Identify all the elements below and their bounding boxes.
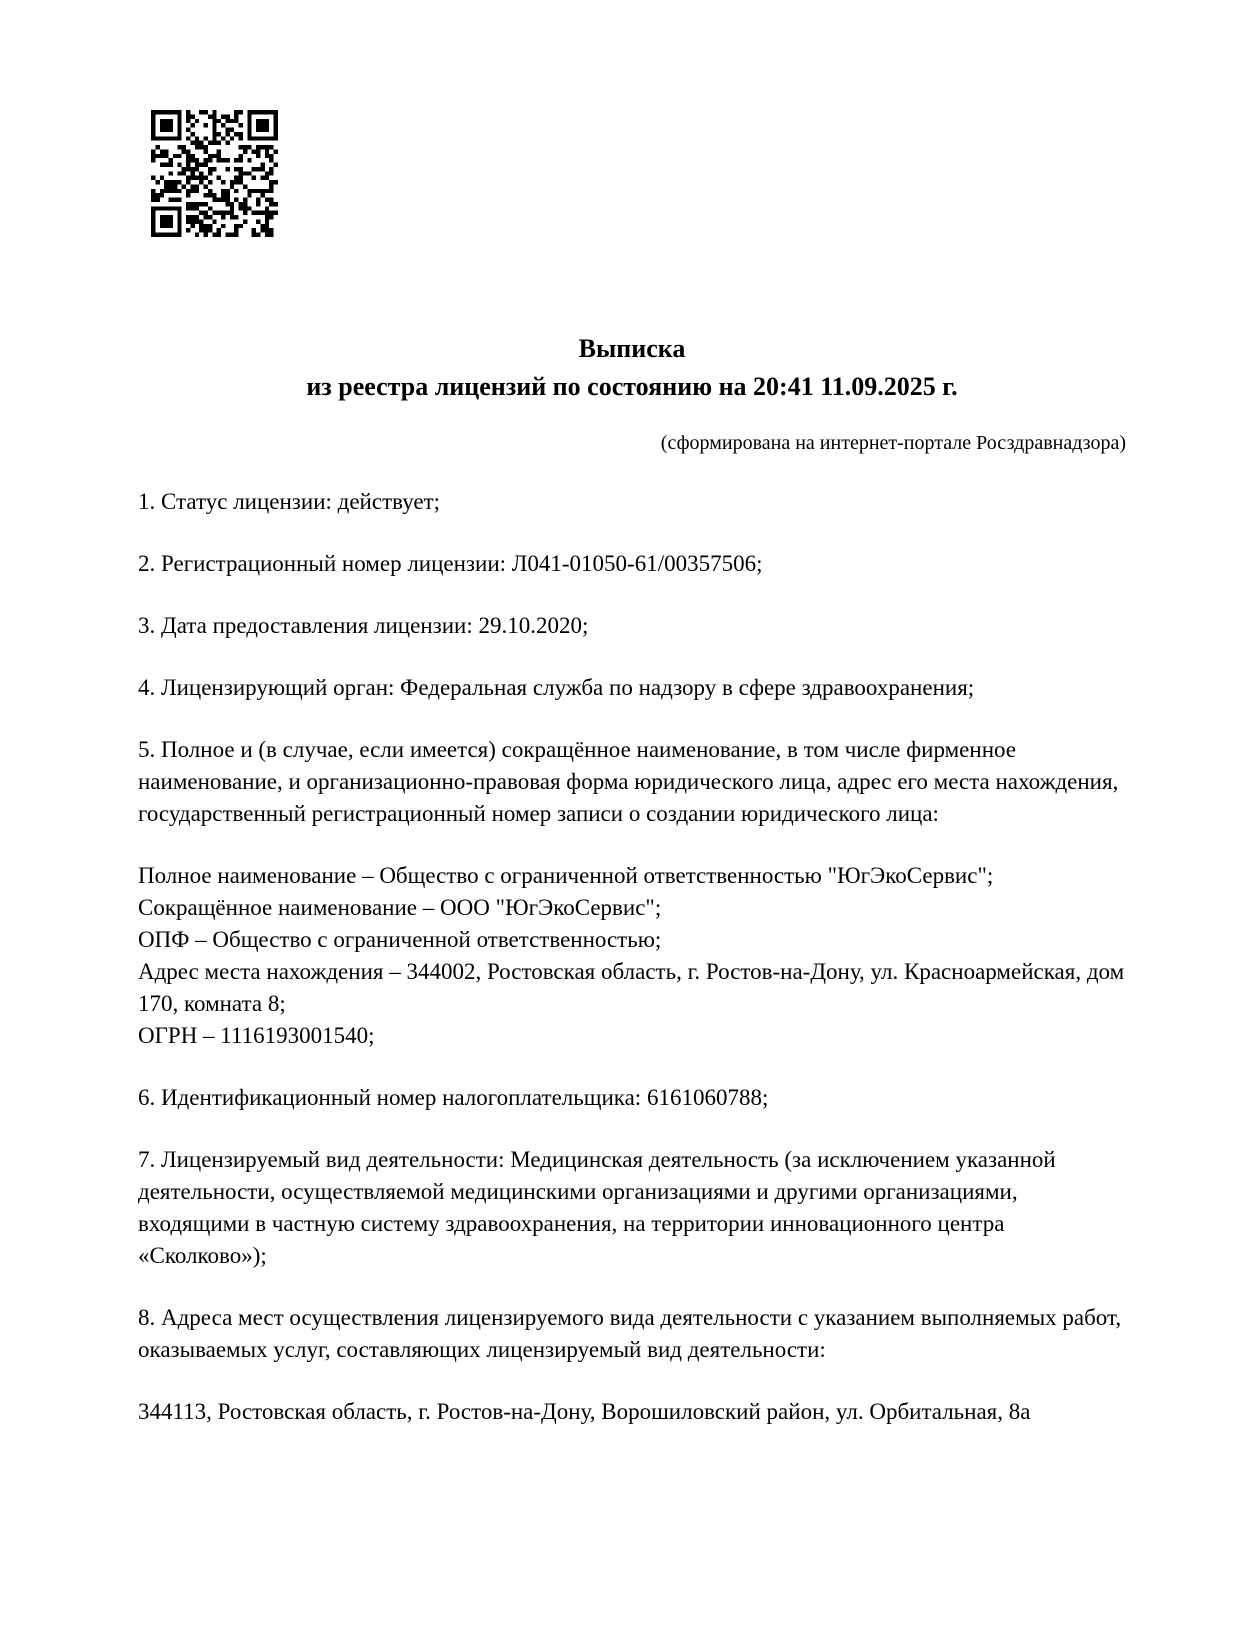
entity-full-name: Полное наименование – Общество с ограниченной ответственностью "ЮгЭкоСервис"; (138, 863, 994, 888)
qr-code-icon (151, 110, 278, 237)
document-title-line1: Выписка (578, 334, 686, 363)
activity-address: 344113, Ростовская область, г. Ростов-на-Дону, Ворошиловский район, ул. Орбитальная, 8а (138, 1399, 1031, 1424)
activity-addresses-heading: 8. Адреса мест осуществления лицензируемого вида деятельности с указанием выполняемых работ, оказываемых услуг, составляющих лицензируемый вид деятельности: (138, 1305, 1122, 1362)
entity-info-heading: 5. Полное и (в случае, если имеется) сокращённое наименование, в том числе фирменное наименование, и организационно-правовая форма юридического лица, адрес его места нахождения, государственный регистрационный номер записи о создании юридического лица: (138, 737, 1119, 826)
entity-address: Адрес места нахождения – 344002, Ростовская область, г. Ростов-на-Дону, ул. Красноармейская, дом 170, комната 8; (138, 959, 1125, 1016)
license-status: 1. Статус лицензии: действует; (138, 489, 441, 514)
license-grant-date: 3. Дата предоставления лицензии: 29.10.2020; (138, 613, 589, 638)
entity-ogrn: ОГРН – 1116193001540; (138, 1023, 375, 1048)
license-registration-number: 2. Регистрационный номер лицензии: Л041-01050-61/00357506; (138, 551, 763, 576)
entity-legal-form: ОПФ – Общество с ограниченной ответственностью; (138, 927, 662, 952)
licensing-authority: 4. Лицензирующий орган: Федеральная служба по надзору в сфере здравоохранения; (138, 675, 975, 700)
entity-inn: 6. Идентификационный номер налогоплательщика: 6161060788; (138, 1085, 769, 1110)
licensed-activity: 7. Лицензируемый вид деятельности: Медицинская деятельность (за исключением указанной деятельности, осуществляемой медицинскими организациями и другими организациями, входящими в частную систему здравоохранения, на территории инновационного центра «Сколково»); (138, 1147, 1056, 1268)
document-title (138, 330, 1126, 406)
entity-short-name: Сокращённое наименование – ООО "ЮгЭкоСервис"; (138, 895, 662, 920)
document-content (138, 330, 1126, 1428)
document-title-line2: из реестра лицензий по состоянию на 20:41 11.09.2025 г. (306, 372, 958, 401)
document-subtitle: (сформирована на интернет-портале Росздравнадзора) (660, 432, 1126, 454)
document-body (138, 486, 1126, 1428)
